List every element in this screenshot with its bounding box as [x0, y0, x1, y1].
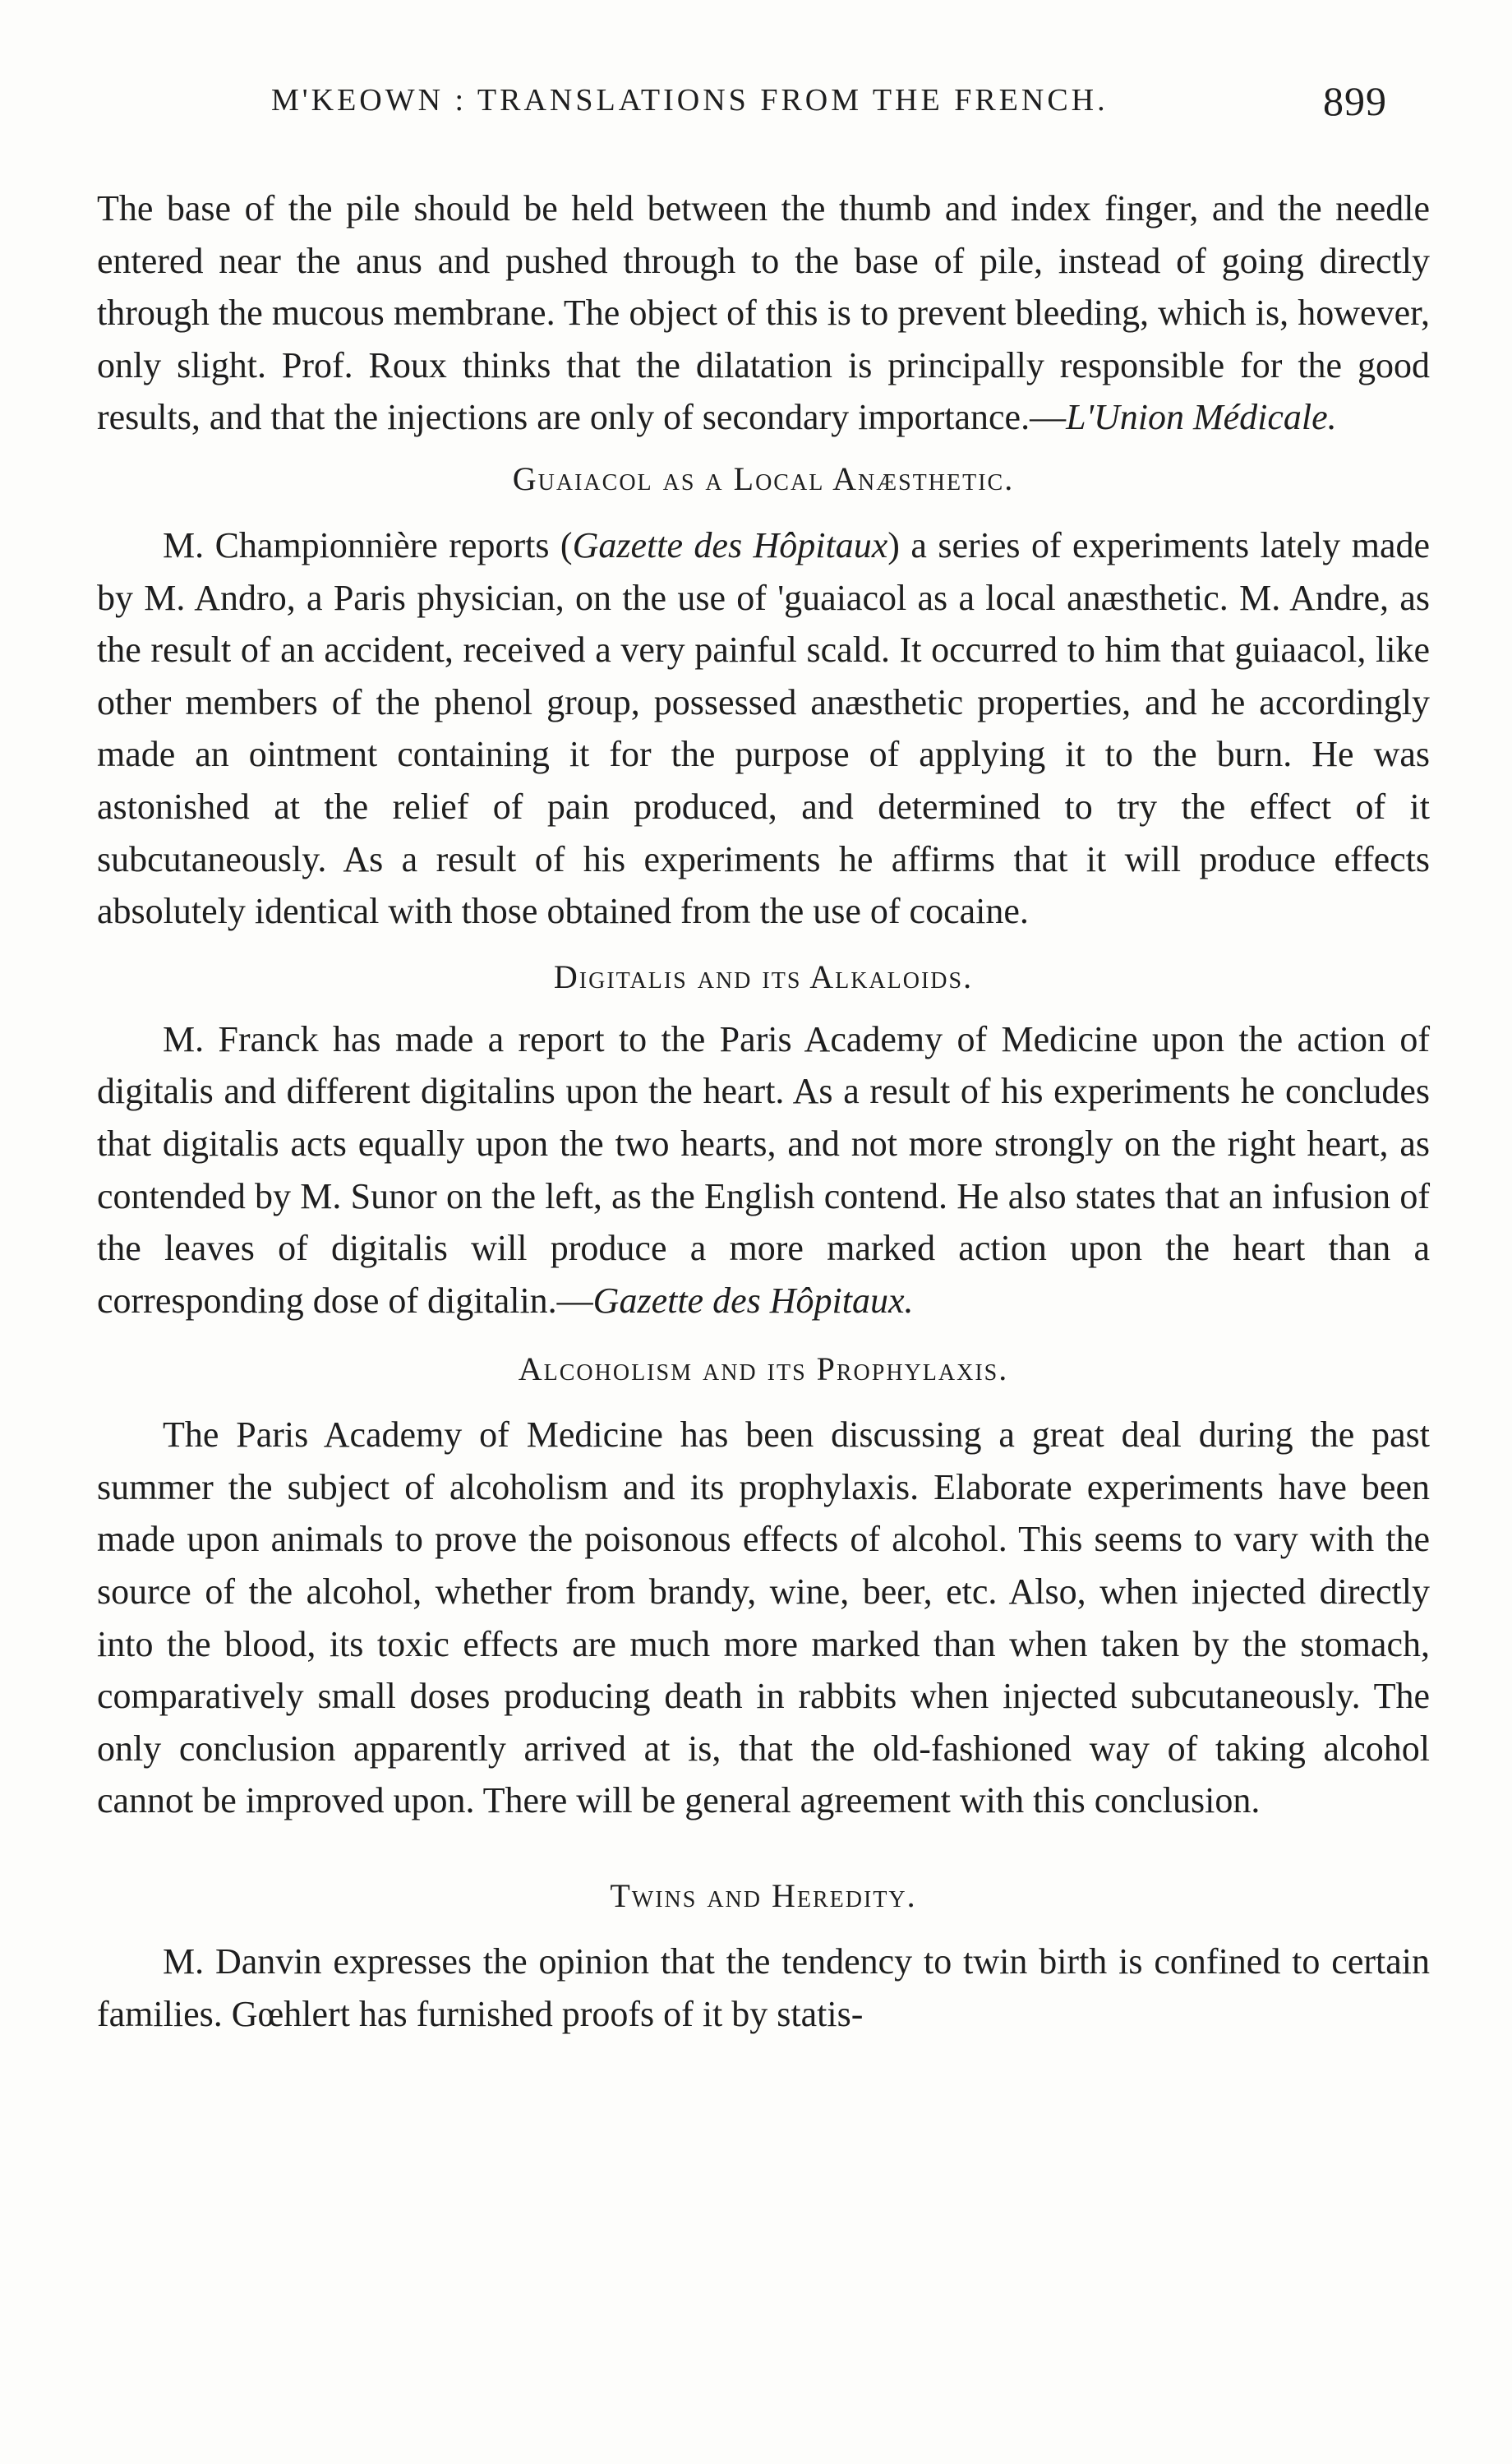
- paragraph-twins: M. Danvin expresses the opinion that the tendency to twin birth is confined to certain families. Gœhlert has furnished proofs of it by statis-: [97, 1941, 1430, 2034]
- section-heading-alcoholism: Alcoholism and its Prophylaxis.: [518, 1350, 1009, 1388]
- inline-citation: Gazette des Hôpitaux: [572, 524, 888, 565]
- source-citation: L'Union Médicale.: [1066, 397, 1337, 438]
- source-citation: Gazette des Hôpitaux.: [592, 1280, 914, 1321]
- paragraph-text: M. Franck has made a report to the Paris Academy of Medicine upon the action of digitalis and different digitalins upon the heart. As a result of his experiments he concludes that digitalis acts equally upon the two hearts, and not more strongly on the right heart, as contended by M. Sunor on the left, as the English contend. He also states that an infusion of the leaves of digitalis will produce a more marked action upon the heart than a corresponding dose of digitalin.—: [97, 1018, 1430, 1321]
- paragraph-text-after: ) a series of experiments lately made by M. Andro, a Paris physician, on the use of 'guaiacol as a local anæsthetic. M. Andre, as the result of an accident, received a very painful scald. It occurred to him that guiaacol, like other members of the phenol group, possessed anæsthetic properties, and he accordingly made an ointment containing it for the purpose of applying it to the burn. He was astonished at the relief of pain produced, and determined to try the effect of it subcutaneously. As a result of his experiments he affirms that it will produce effects absolutely identical with those obtained from the use of cocaine.: [97, 524, 1431, 932]
- paragraph-text: The base of the pile should be held between the thumb and index finger, and the needle entered near the anus and pushed through to the base of pile, instead of going directly through the mucous membrane. The object of this is to prevent bleeding, which is, however, only slight. Prof. Roux thinks that the dilatation is principally responsible for the good results, and that the injections are only of secondary importance.—: [97, 188, 1430, 438]
- article-body: [97, 182, 1430, 2040]
- section-heading-digitalis: Digitalis and its Alkaloids.: [553, 957, 974, 995]
- paragraph-digitalis: [97, 1013, 1430, 1327]
- running-head-title: M'KEOWN : TRANSLATIONS FROM THE FRENCH.: [271, 83, 1109, 118]
- running-head: [0, 78, 1512, 132]
- page-number: 899: [1323, 78, 1387, 124]
- paragraph-pile-injection: [97, 182, 1430, 444]
- paragraph-alcoholism: The Paris Academy of Medicine has been discussing a great deal during the past summer the subject of alcoholism and its prophylaxis. Elaborate experiments have been made upon animals to prove the poisonous effects of alcohol. This seems to vary with the source of the alcohol, whether from brandy, wine, beer, etc. Also, when injected directly into the blood, its toxic effects are much more marked than when taken by the stomach, comparatively small doses producing death in rabbits when injected subcutaneously. The only conclusion apparently arrived at is, that the old-fashioned way of taking alcohol cannot be improved upon. There will be general agreement with this conclusion.: [97, 1414, 1430, 1821]
- section-heading-guaiacol: Guaiacol as a Local Anæsthetic.: [512, 459, 1015, 497]
- paragraph-guaiacol: [97, 519, 1430, 938]
- section-heading-twins: Twins and Heredity.: [610, 1877, 917, 1915]
- paragraph-text-before: M. Championnière reports (: [163, 524, 573, 565]
